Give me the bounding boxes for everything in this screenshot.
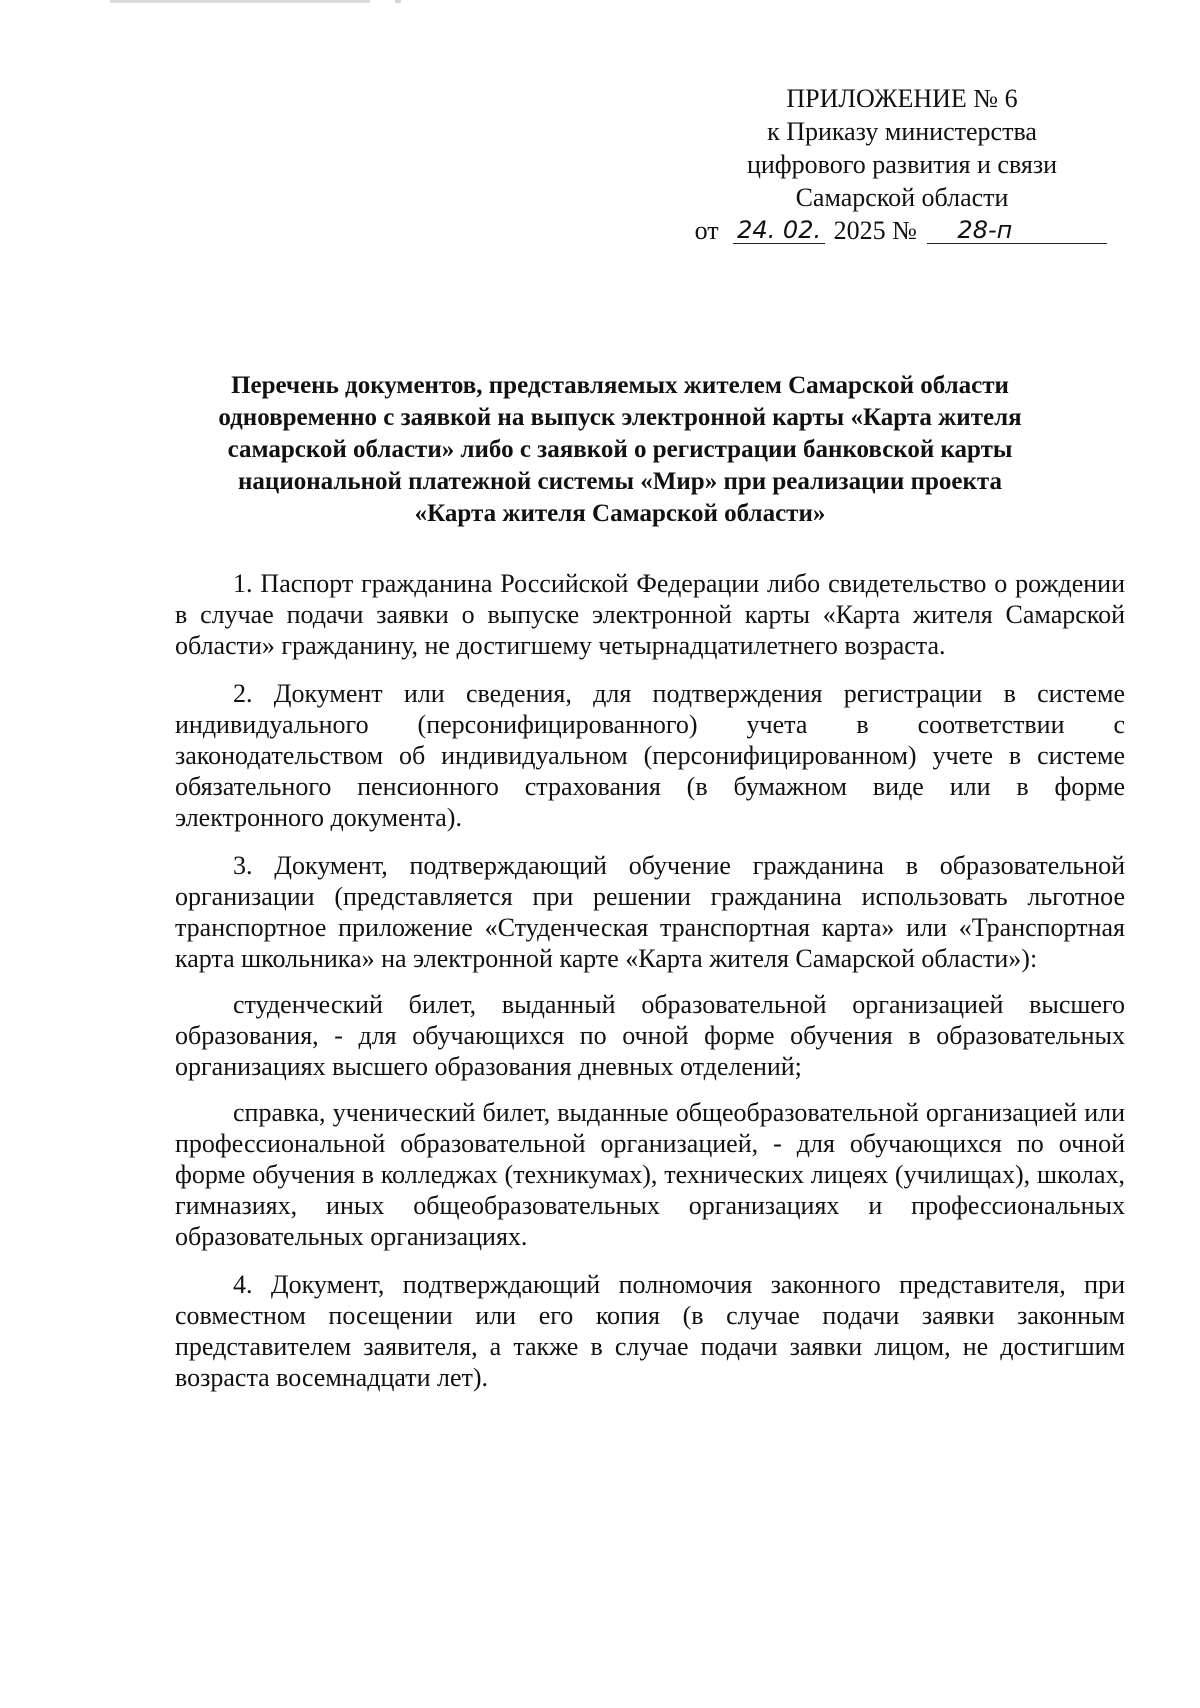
title-line: самарской области» либо с заявкой о регистрации банковской карты <box>227 436 1013 463</box>
title-line: одновременно с заявкой на выпуск электронной карты «Карта жителя <box>218 404 1022 431</box>
student-ticket-paragraph: студенческий билет, выданный образовательной организацией высшего образования, - для обучающихся по очной форме обучения в образовательных организациях высшего образования дневных отделений; <box>175 990 1125 1081</box>
school-certificate-paragraph: справка, ученический билет, выданные общеобразовательной организацией или профессиональной образовательной организацией, - для обучающихся по очной форме обучения в колледжах (техникумах), технических лицеях (училищах), школах, гимназиях, иных общеобразовательных организациях и профессиональных образовательных организациях. <box>175 1098 1125 1251</box>
appendix-header <box>692 82 1112 247</box>
item-2-registration-document: 2. Документ или сведения, для подтверждения регистрации в системе индивидуального (персонифицированного) учета в соответствии с законодательством об индивидуальном (персонифицированном) учете в системе обязательного пенсионного страхования (в бумажном виде или в форме электронного документа). <box>175 679 1125 832</box>
title-line: «Карта жителя Самарской области» <box>414 500 826 527</box>
document-body <box>175 568 1125 1393</box>
handwritten-order-date: 24. 02. <box>733 218 825 244</box>
appendix-line-ministry: цифрового развития и связи <box>746 150 1058 179</box>
item-3-education-document: 3. Документ, подтверждающий обучение гражданина в образовательной организации (представляется при решении гражданина использовать льготное транспортное приложение «Студенческая транспортная карта» или «Транспортная карта школьника» на электронной карте «Карта жителя Самарской области»): <box>175 851 1125 973</box>
scan-artifact-mark <box>395 0 401 3</box>
appendix-title: ПРИЛОЖЕНИЕ № 6 <box>786 84 1018 113</box>
document-title <box>170 370 1070 530</box>
order-year: 2025 <box>833 216 886 245</box>
item-4-representative-document: 4. Документ, подтверждающий полномочия законного представителя, при совместном посещении или его копия (в случае подачи заявки законным представителем заявителя, а также в случае подачи заявки лицом, не достигшим возраста восемнадцати лет). <box>175 1270 1125 1392</box>
scan-artifact-line <box>110 0 370 3</box>
title-line: Перечень документов, представляемых жителем Самарской области <box>231 372 1009 399</box>
order-number-label: № <box>892 216 917 245</box>
appendix-line-region: Самарской области <box>795 183 1009 212</box>
title-line: национальной платежной системы «Мир» при реализации проекта <box>238 468 1002 495</box>
order-reference-line <box>692 214 1112 247</box>
order-date-prefix: от <box>694 216 719 245</box>
item-1-passport: 1. Паспорт гражданина Российской Федерации либо свидетельство о рождении в случае подачи заявки о выпуске электронной карты «Карта жителя Самарской области» гражданину, не достигшему четырнадцатилетнего возраста. <box>175 569 1125 660</box>
handwritten-order-number: 28-п <box>927 218 1107 244</box>
appendix-line-order: к Приказу министерства <box>767 117 1037 146</box>
